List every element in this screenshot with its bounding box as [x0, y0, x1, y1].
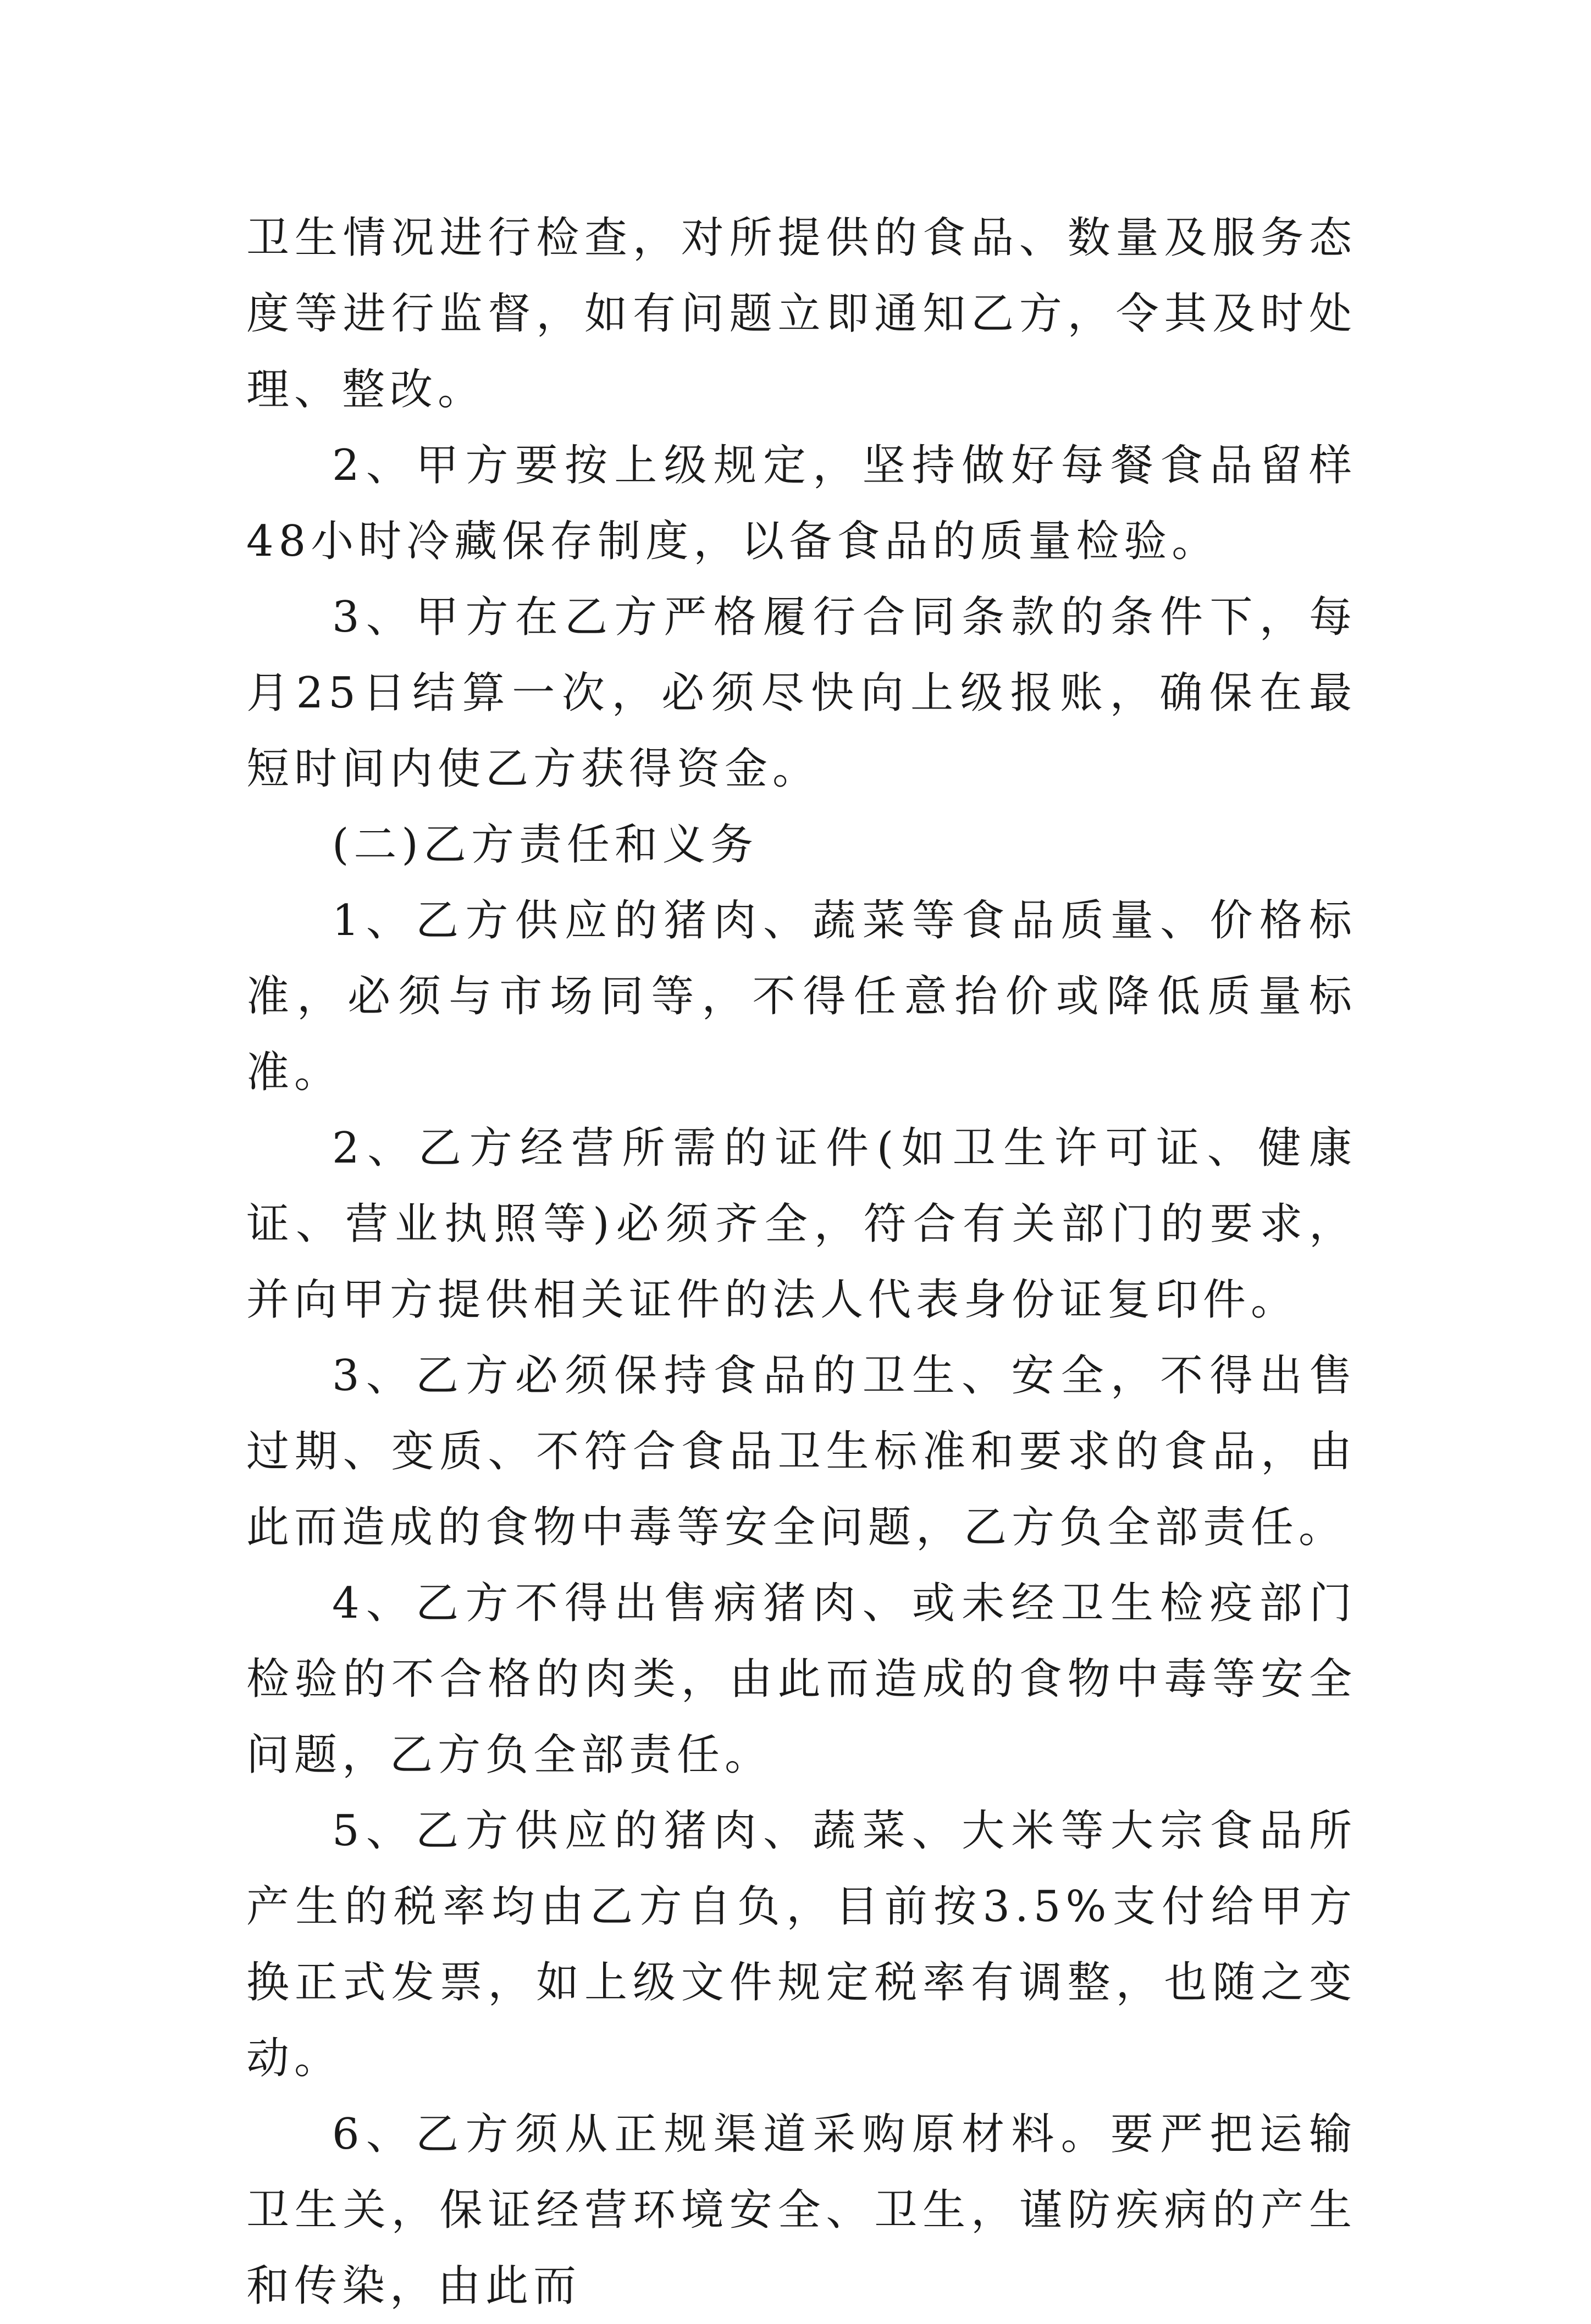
paragraph-10: 6、乙方须从正规渠道采购原材料。要严把运输卫生关，保证经营环境安全、卫生，谨防疾病的产生和传染，由此而	[246, 2110, 1357, 2311]
paragraph-7: 3、乙方必须保持食品的卫生、安全，不得出售过期、变质、不符合食品卫生标准和要求的食品，由此而造成的食物中毒等安全问题，乙方负全部责任。	[246, 1351, 1357, 1552]
paragraph-6: 2、乙方经营所需的证件(如卫生许可证、健康证、营业执照等)必须齐全，符合有关部门的要求，并向甲方提供相关证件的法人代表身份证复印件。	[246, 1124, 1357, 1325]
section-heading-party-b: (二)乙方责任和义务	[332, 820, 758, 870]
paragraph-3: 3、甲方在乙方严格履行合同条款的条件下，每月25日结算一次，必须尽快向上级报账，确保在最短时间内使乙方获得资金。	[246, 593, 1357, 794]
paragraph-9: 5、乙方供应的猪肉、蔬菜、大米等大宗食品所产生的税率均由乙方自负，目前按3.5%支付给甲方换正式发票，如上级文件规定税率有调整，也随之变动。	[246, 1806, 1357, 2083]
paragraph-8: 4、乙方不得出售病猪肉、或未经卫生检疫部门检验的不合格的肉类，由此而造成的食物中毒等安全问题，乙方负全部责任。	[246, 1579, 1357, 1780]
paragraph-2: 2、甲方要按上级规定，坚持做好每餐食品留样48小时冷藏保存制度，以备食品的质量检验。	[246, 441, 1357, 566]
document-body	[246, 200, 1357, 2324]
paragraph-5: 1、乙方供应的猪肉、蔬菜等食品质量、价格标准，必须与市场同等，不得任意抬价或降低质量标准。	[246, 896, 1357, 1097]
paragraph-1: 卫生情况进行检查，对所提供的食品、数量及服务态度等进行监督，如有问题立即通知乙方，令其及时处理、整改。	[246, 213, 1357, 414]
